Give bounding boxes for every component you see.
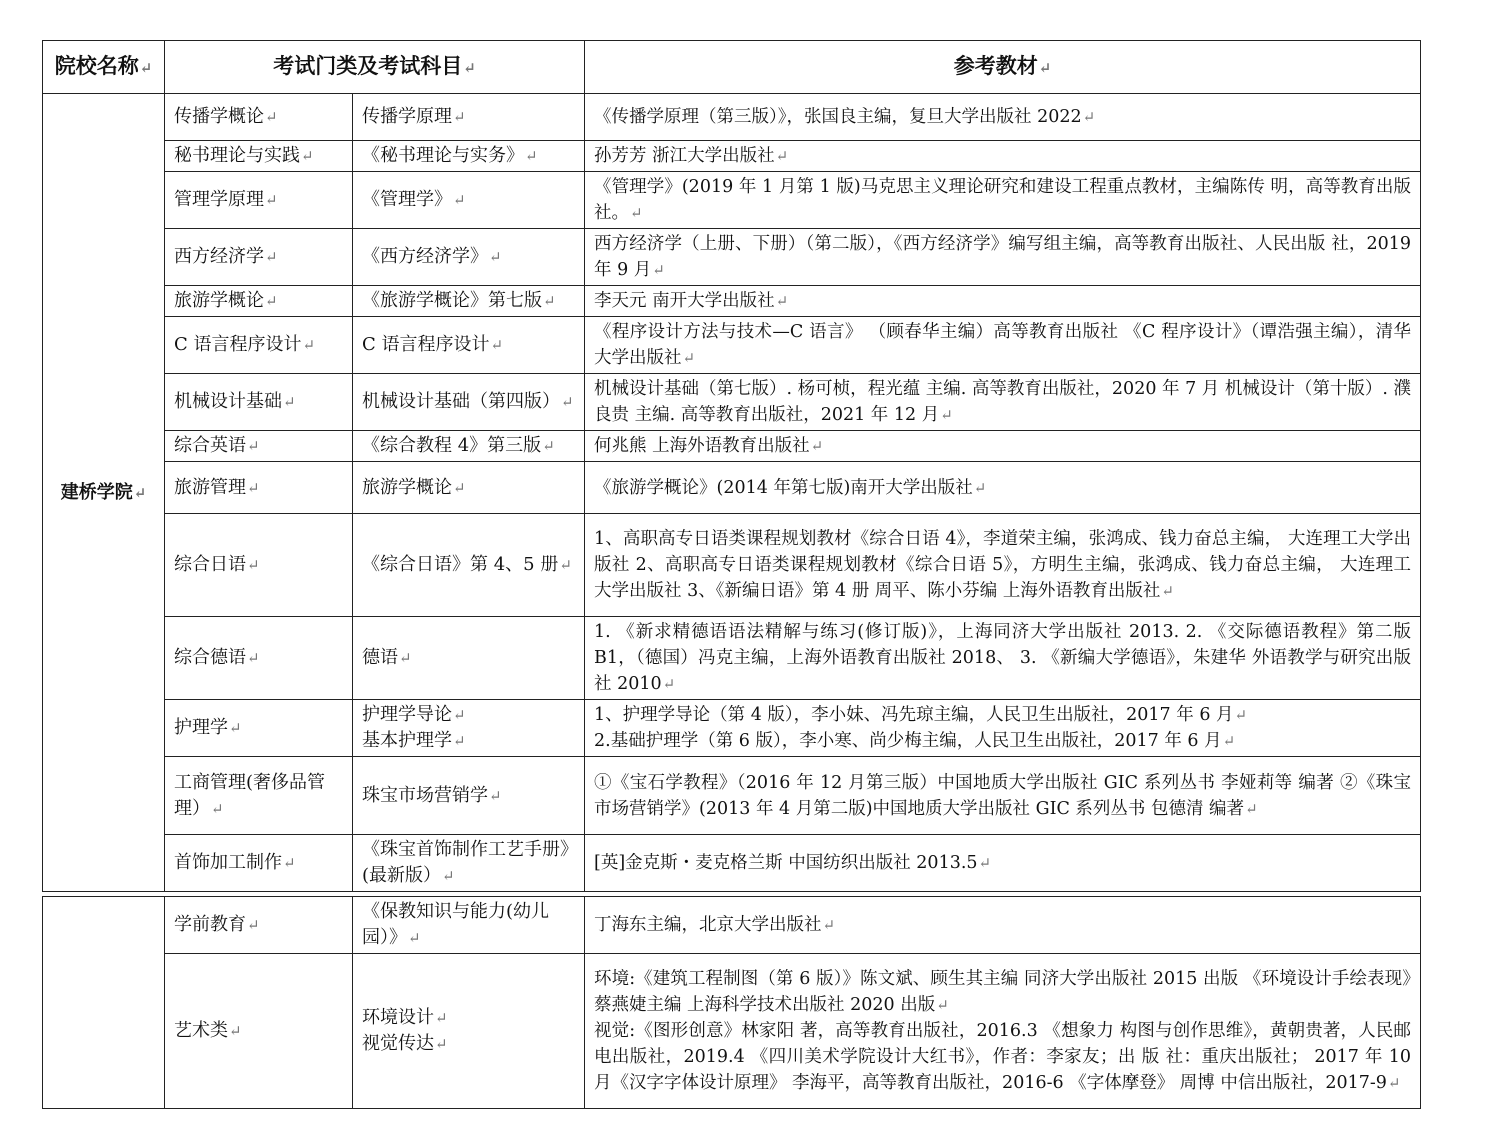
- table-body: [43, 94, 1421, 892]
- textbook-table-page: [42, 40, 1420, 1109]
- textbook-cell: 《程序设计方法与技术—C 语言》 （顾春华主编）高等教育出版社 《C 程序设计》（谭浩强主编），清华大学出版社↵: [585, 317, 1421, 374]
- subject-cell: 《西方经济学》↵: [353, 229, 585, 286]
- category-cell: 艺术类↵: [165, 954, 353, 1109]
- category-cell: 管理学原理↵: [165, 172, 353, 229]
- table-row: [43, 617, 1421, 700]
- textbook-cell: 何兆熊 上海外语教育出版社↵: [585, 431, 1421, 462]
- textbook-cell: 丁海东主编，北京大学出版社↵: [585, 897, 1421, 954]
- textbook-cell: ①《宝石学教程》（2016 年 12 月第三版）中国地质大学出版社 GIC 系列丛书 李娅莉等 编著 ②《珠宝市场营销学》(2013 年 4 月第二版)中国地质大学出版社 GIC 系列丛书 包德清 编著↵: [585, 757, 1421, 835]
- table-row: [43, 172, 1421, 229]
- header-row: [43, 41, 1421, 94]
- category-cell: 工商管理(奢侈品管理）↵: [165, 757, 353, 835]
- table-row: [43, 229, 1421, 286]
- textbook-cell: 1. 《新求精德语语法精解与练习(修订版)》，上海同济大学出版社 2013. 2. 《交际德语教程》第二版 B1，（德国）冯克主编，上海外语教育出版社 2018、 3. 《新编大学德语》，朱建华 外语教学与研究出版社 2010↵: [585, 617, 1421, 700]
- header-textbooks: 参考教材↵: [585, 41, 1421, 94]
- subject-cell: 《保教知识与能力(幼儿园）》↵: [353, 897, 585, 954]
- header-college: 院校名称↵: [43, 41, 165, 94]
- category-cell: 秘书理论与实践↵: [165, 141, 353, 172]
- category-cell: 护理学↵: [165, 700, 353, 757]
- subject-cell: 珠宝市场营销学↵: [353, 757, 585, 835]
- textbook-cell: 《管理学》(2019 年 1 月第 1 版)马克思主义理论研究和建设工程重点教材，主编陈传 明，高等教育出版社。↵: [585, 172, 1421, 229]
- college-name-cell: 建桥学院↵: [43, 94, 165, 892]
- textbook-cell: 李天元 南开大学出版社↵: [585, 286, 1421, 317]
- subject-cell: 机械设计基础（第四版）↵: [353, 374, 585, 431]
- subject-cell: 护理学导论↵ 基本护理学↵: [353, 700, 585, 757]
- college-name-cell-empty: [43, 897, 165, 1109]
- subject-cell: 《珠宝首饰制作工艺手册》(最新版）↵: [353, 835, 585, 892]
- textbook-cell: 1、高职高专日语类课程规划教材《综合日语 4》，李道荣主编，张鸿成、钱力奋总主编， 大连理工大学出版社 2、高职高专日语类课程规划教材《综合日语 5》，方明生主编，张鸿成、钱力奋总主编， 大连理工大学出版社 3、《新编日语》第 4 册 周平、陈小芬编 上海外语教育出版社↵: [585, 514, 1421, 617]
- textbook-cell: 孙芳芳 浙江大学出版社↵: [585, 141, 1421, 172]
- table-body-continued: [43, 897, 1421, 1109]
- table-row: [43, 141, 1421, 172]
- category-cell: 旅游学概论↵: [165, 286, 353, 317]
- textbook-cell: [英]金克斯・麦克格兰斯 中国纺织出版社 2013.5↵: [585, 835, 1421, 892]
- table-row: [43, 835, 1421, 892]
- table-row: [43, 317, 1421, 374]
- header-subjects: 考试门类及考试科目↵: [165, 41, 585, 94]
- table-row: [43, 514, 1421, 617]
- subject-cell: 旅游学概论↵: [353, 462, 585, 514]
- table-row: [43, 757, 1421, 835]
- category-cell: 综合德语↵: [165, 617, 353, 700]
- textbook-cell: 环境:《建筑工程制图（第 6 版）》陈文斌、顾生其主编 同济大学出版社 2015 出版 《环境设计手绘表现》蔡燕婕主编 上海科学技术出版社 2020 出版↵ 视觉:《图形创意》林家阳 著，高等教育出版社，2016.3 《想象力 构图与创作思维》，黄朝贵著，人民邮电出版社，2019.4 《四川美术学院设计大红书》，作者：李家友；出 版 社：重庆出版社； 2017 年 10 月《汉字字体设计原理》 李海平，高等教育出版社，2016-6 《字体摩登》 周博 中信出版社，2017-9↵: [585, 954, 1421, 1109]
- category-cell: 机械设计基础↵: [165, 374, 353, 431]
- textbook-table-continued: [42, 896, 1421, 1109]
- table-row: [43, 94, 1421, 141]
- subject-cell: 《管理学》↵: [353, 172, 585, 229]
- textbook-cell: 《旅游学概论》(2014 年第七版)南开大学出版社↵: [585, 462, 1421, 514]
- table-row: [43, 700, 1421, 757]
- textbook-cell: 1、护理学导论（第 4 版），李小妹、冯先琼主编，人民卫生出版社，2017 年 6 月↵ 2.基础护理学（第 6 版），李小寒、尚少梅主编，人民卫生出版社，2017 年 6 月↵: [585, 700, 1421, 757]
- subject-cell: 《综合教程 4》第三版↵: [353, 431, 585, 462]
- table-row: [43, 286, 1421, 317]
- textbook-table: [42, 40, 1421, 892]
- subject-cell: 传播学原理↵: [353, 94, 585, 141]
- table-row: [43, 374, 1421, 431]
- category-cell: 传播学概论↵: [165, 94, 353, 141]
- subject-cell: 《旅游学概论》第七版↵: [353, 286, 585, 317]
- category-cell: C 语言程序设计↵: [165, 317, 353, 374]
- textbook-cell: 西方经济学（上册、下册）（第二版），《西方经济学》编写组主编，高等教育出版社、人民出版 社，2019 年 9 月↵: [585, 229, 1421, 286]
- subject-cell: 《秘书理论与实务》↵: [353, 141, 585, 172]
- category-cell: 首饰加工制作↵: [165, 835, 353, 892]
- category-cell: 综合日语↵: [165, 514, 353, 617]
- subject-cell: C 语言程序设计↵: [353, 317, 585, 374]
- table-row: [43, 431, 1421, 462]
- category-cell: 综合英语↵: [165, 431, 353, 462]
- table-row: [43, 954, 1421, 1109]
- category-cell: 旅游管理↵: [165, 462, 353, 514]
- category-cell: 西方经济学↵: [165, 229, 353, 286]
- subject-cell: 德语↵: [353, 617, 585, 700]
- table-row: [43, 462, 1421, 514]
- textbook-cell: 《传播学原理（第三版）》，张国良主编，复旦大学出版社 2022↵: [585, 94, 1421, 141]
- subject-cell: 环境设计↵ 视觉传达↵: [353, 954, 585, 1109]
- subject-cell: 《综合日语》第 4、5 册↵: [353, 514, 585, 617]
- category-cell: 学前教育↵: [165, 897, 353, 954]
- table-row: [43, 897, 1421, 954]
- textbook-cell: 机械设计基础（第七版）. 杨可桢，程光蕴 主编. 高等教育出版社，2020 年 7 月 机械设计（第十版）. 濮良贵 主编. 高等教育出版社，2021 年 12 月↵: [585, 374, 1421, 431]
